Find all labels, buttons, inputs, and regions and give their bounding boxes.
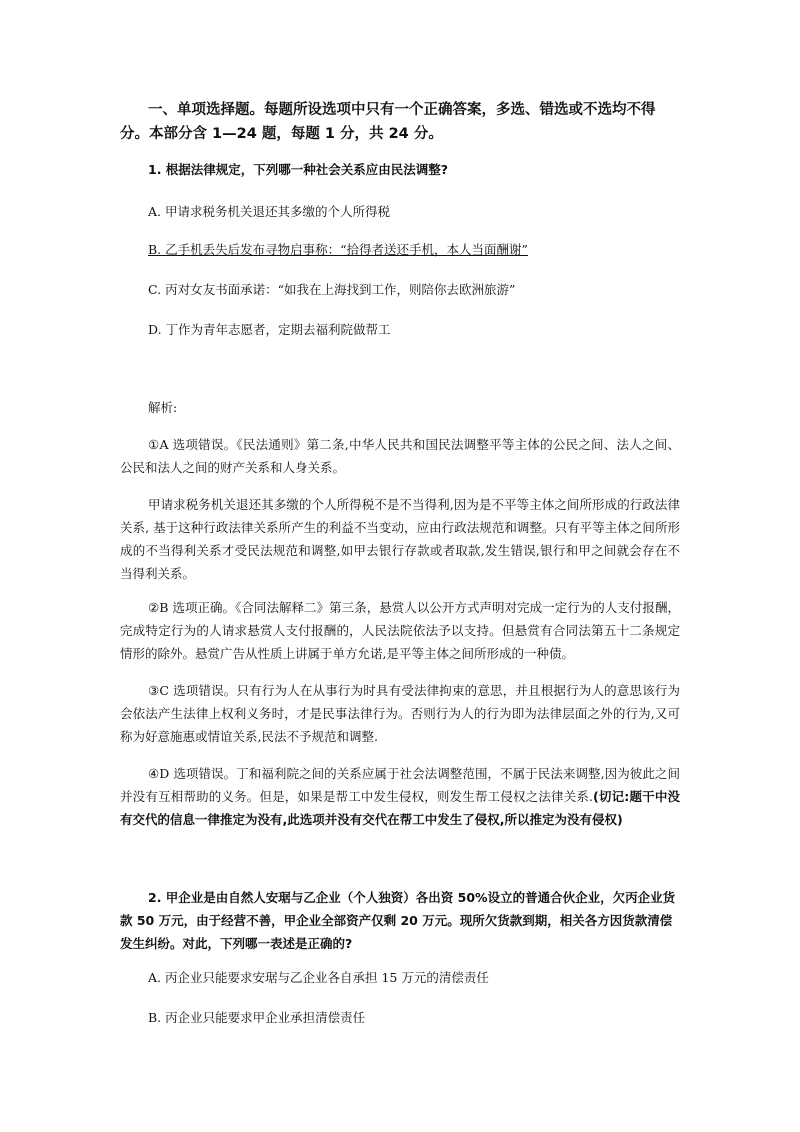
q1-option-c: C. 丙对女友书面承诺：“如我在上海找到工作，则陪你去欧洲旅游” bbox=[148, 282, 516, 297]
q2-option-b: B. 丙企业只能要求甲企业承担清偿责任 bbox=[148, 1010, 366, 1025]
q2-option-a: A. 丙企业只能要求安琚与乙企业各自承担 15 万元的清偿责任 bbox=[148, 970, 489, 985]
q1-option-b: B. 乙手机丢失后发布寻物启事称：“拾得者送还手机，本人当面酬谢” bbox=[148, 242, 528, 257]
analysis-paragraph-4: ③C 选项错误。只有行为人在从事行为时具有受法律拘束的意思，并且根据行为人的意思该行为会依法产生法律上权利义务时，才是民事法律行为。否则行为人的行为即为法律层面之外的行为,又可称为好意施惠或情谊关系,民法不予规范和调整. bbox=[120, 683, 680, 744]
question-1: 1. 根据法律规定，下列哪一种社会关系应由民法调整? bbox=[148, 162, 449, 177]
analysis-paragraph-2: 甲请求税务机关退还其多缴的个人所得税不是不当得利,因为是不平等主体之间所形成的行政法律关系, 基于这种行政法律关系所产生的利益不当变动，应由行政法规范和调整。只有平等主体之间所形成的不当得利关系才受民法规范和调整,如甲去银行存款或者取款,发生错误,银行和甲之间就会存在不当得利关系。 bbox=[120, 497, 680, 581]
section-title: 一、单项选择题。每题所设选项中只有一个正确答案，多选、错选或不选均不得分。本部分含 1—24 题，每题 1 分，共 24 分。 bbox=[120, 102, 656, 142]
analysis-paragraph-5-main: ④D 选项错误。丁和福利院之间的关系应属于社会法调整范围，不属于民法来调整,因为彼此之间并没有互相帮助的义务。但是，如果是帮工中发生侵权，则发生帮工侵权之法律关系. bbox=[120, 766, 680, 804]
q1-option-d: D. 丁作为青年志愿者，定期去福利院做帮工 bbox=[148, 322, 391, 337]
analysis-paragraph-5 bbox=[120, 762, 680, 831]
q1-option-a: A. 甲请求税务机关退还其多缴的个人所得税 bbox=[148, 204, 390, 219]
question-2: 2. 甲企业是由自然人安琚与乙企业（个人独资）各出资 50%设立的普通合伙企业，欠丙企业货款 50 万元，由于经营不善，甲企业全部资产仅剩 20 万元。现所欠货款到期，相关各方因货款清偿发生纠纷。对此，下列哪一表述是正确的? bbox=[120, 890, 676, 951]
analysis-label: 解析: bbox=[148, 400, 178, 415]
analysis-paragraph-3: ②B 选项正确。《合同法解释二》第三条，悬赏人以公开方式声明对完成一定行为的人支付报酬，完成特定行为的人请求悬赏人支付报酬的，人民法院依法予以支持。但悬赏有合同法第五十二条规定情形的除外。悬赏广告从性质上讲属于单方允诺,是平等主体之间所形成的一种债。 bbox=[120, 600, 680, 661]
analysis-paragraph-1: ①A 选项错误。《民法通则》第二条,中华人民共和国民法调整平等主体的公民之间、法人之间、公民和法人之间的财产关系和人身关系。 bbox=[120, 437, 680, 475]
analysis-paragraph-5-note: (切记:题干中没有交代的信息一律推定为没有,此选项并没有交代在帮工中发生了侵权,所以推定为没有侵权) bbox=[120, 789, 680, 827]
